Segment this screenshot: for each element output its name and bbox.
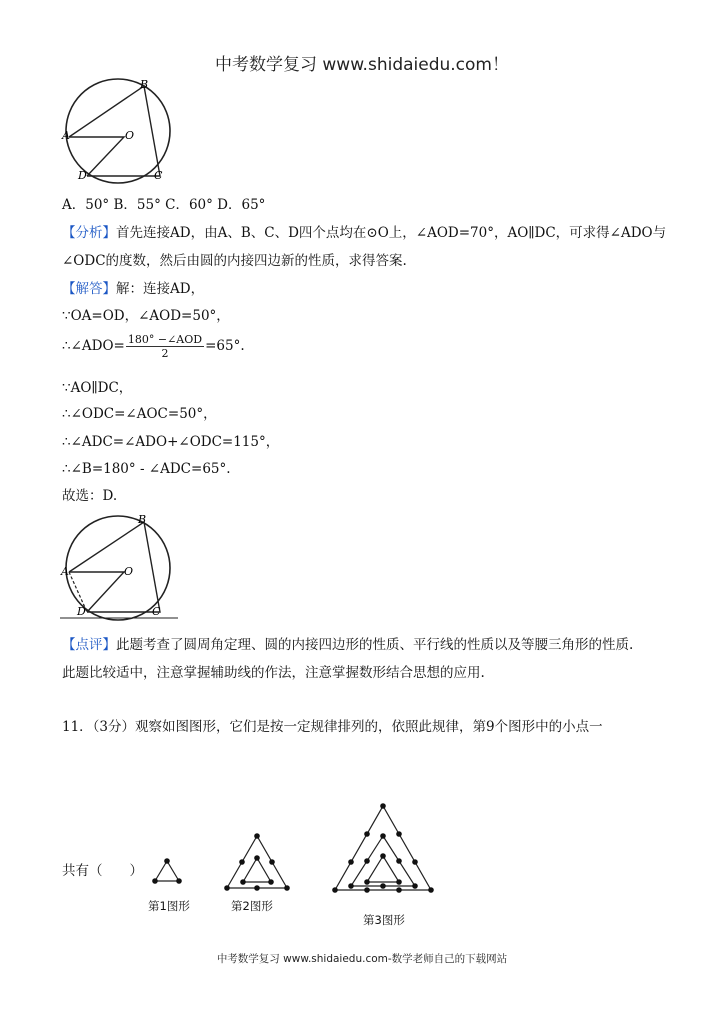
solution-tag: 【解答】 <box>62 281 116 297</box>
pattern-figure-1 <box>152 858 182 884</box>
solution-step-4: ∴∠ODC=∠AOC=50°， <box>62 406 217 422</box>
label-o-2: O <box>124 565 134 578</box>
quadrilateral-2 <box>69 522 160 612</box>
analysis-line-1 <box>62 224 666 242</box>
question-11: 11．（3分）观察如图图形，它们是按一定规律排列的，依照此规律，第9个图形中的小点一 <box>62 719 603 735</box>
fraction <box>126 333 204 360</box>
comment-tag: 【点评】 <box>62 637 116 653</box>
label-o: O <box>125 129 135 142</box>
circle-figure-1 <box>60 76 178 186</box>
pattern-figure-3 <box>332 803 434 893</box>
solution-step-1: ∵OA=OD，∠AOD=50°， <box>62 308 230 324</box>
label-c: C <box>154 169 163 182</box>
page-header: 中考数学复习 www.shidaiedu.com！ <box>215 55 509 75</box>
solution-step-6: ∴∠B=180° - ∠ADC=65°. <box>62 461 231 477</box>
fraction-numerator: 180° −∠AOD <box>127 333 203 346</box>
caption-figure-1: 第1图形 <box>148 899 190 913</box>
analysis-text-1: 首先连接AD，由A、B、C、D四个点均在⊙O上，∠AOD=70°，AO∥DC，可求得∠ADO与 <box>116 225 667 241</box>
solution-step-2 <box>62 333 245 360</box>
question-11-continued: 共有（ ） <box>62 863 143 879</box>
comment-text-1: 此题考查了圆周角定理、圆的内接四边形的性质、平行线的性质以及等腰三角形的性质. <box>116 637 634 653</box>
solution-step-5: ∴∠ADC=∠ADO+∠ODC=115°， <box>62 434 280 450</box>
circle-figure-2 <box>60 512 178 624</box>
step2-suffix: =65°. <box>205 338 245 354</box>
solution-step-3: ∵AO∥DC， <box>62 380 133 396</box>
label-a: A <box>62 129 70 142</box>
quadrilateral-1 <box>69 86 160 176</box>
label-d-2: D <box>77 605 86 618</box>
analysis-line-2: ∠ODC的度数，然后由圆的内接四边新的性质，求得答案. <box>62 253 407 269</box>
solution-step-7: 故选：D. <box>62 488 118 504</box>
comment-line-2: 此题比较适中，注意掌握辅助线的作法，注意掌握数形结合思想的应用. <box>62 665 485 681</box>
caption-figure-3: 第3图形 <box>363 913 405 927</box>
label-d: D <box>78 169 87 182</box>
solution-intro: 解：连接AD， <box>116 281 205 297</box>
label-b: B <box>140 78 149 91</box>
fraction-denominator: 2 <box>161 347 169 360</box>
solution-intro-line <box>62 280 204 298</box>
pattern-figures <box>145 800 445 930</box>
step2-prefix: ∴∠ADO= <box>62 338 125 354</box>
answer-options: A．50° B．55° C．60° D．65° <box>62 197 266 213</box>
label-c-2: C <box>152 605 161 618</box>
label-b-2: B <box>138 513 147 526</box>
circle-1 <box>66 79 170 183</box>
comment-line-1 <box>62 636 633 654</box>
pattern-figure-2 <box>224 833 290 891</box>
analysis-tag: 【分析】 <box>62 225 116 241</box>
caption-figure-2: 第2图形 <box>231 899 273 913</box>
page-footer: 中考数学复习 www.shidaiedu.com-数学老师自己的下载网站 <box>216 953 508 965</box>
label-a-2: A <box>61 565 69 578</box>
